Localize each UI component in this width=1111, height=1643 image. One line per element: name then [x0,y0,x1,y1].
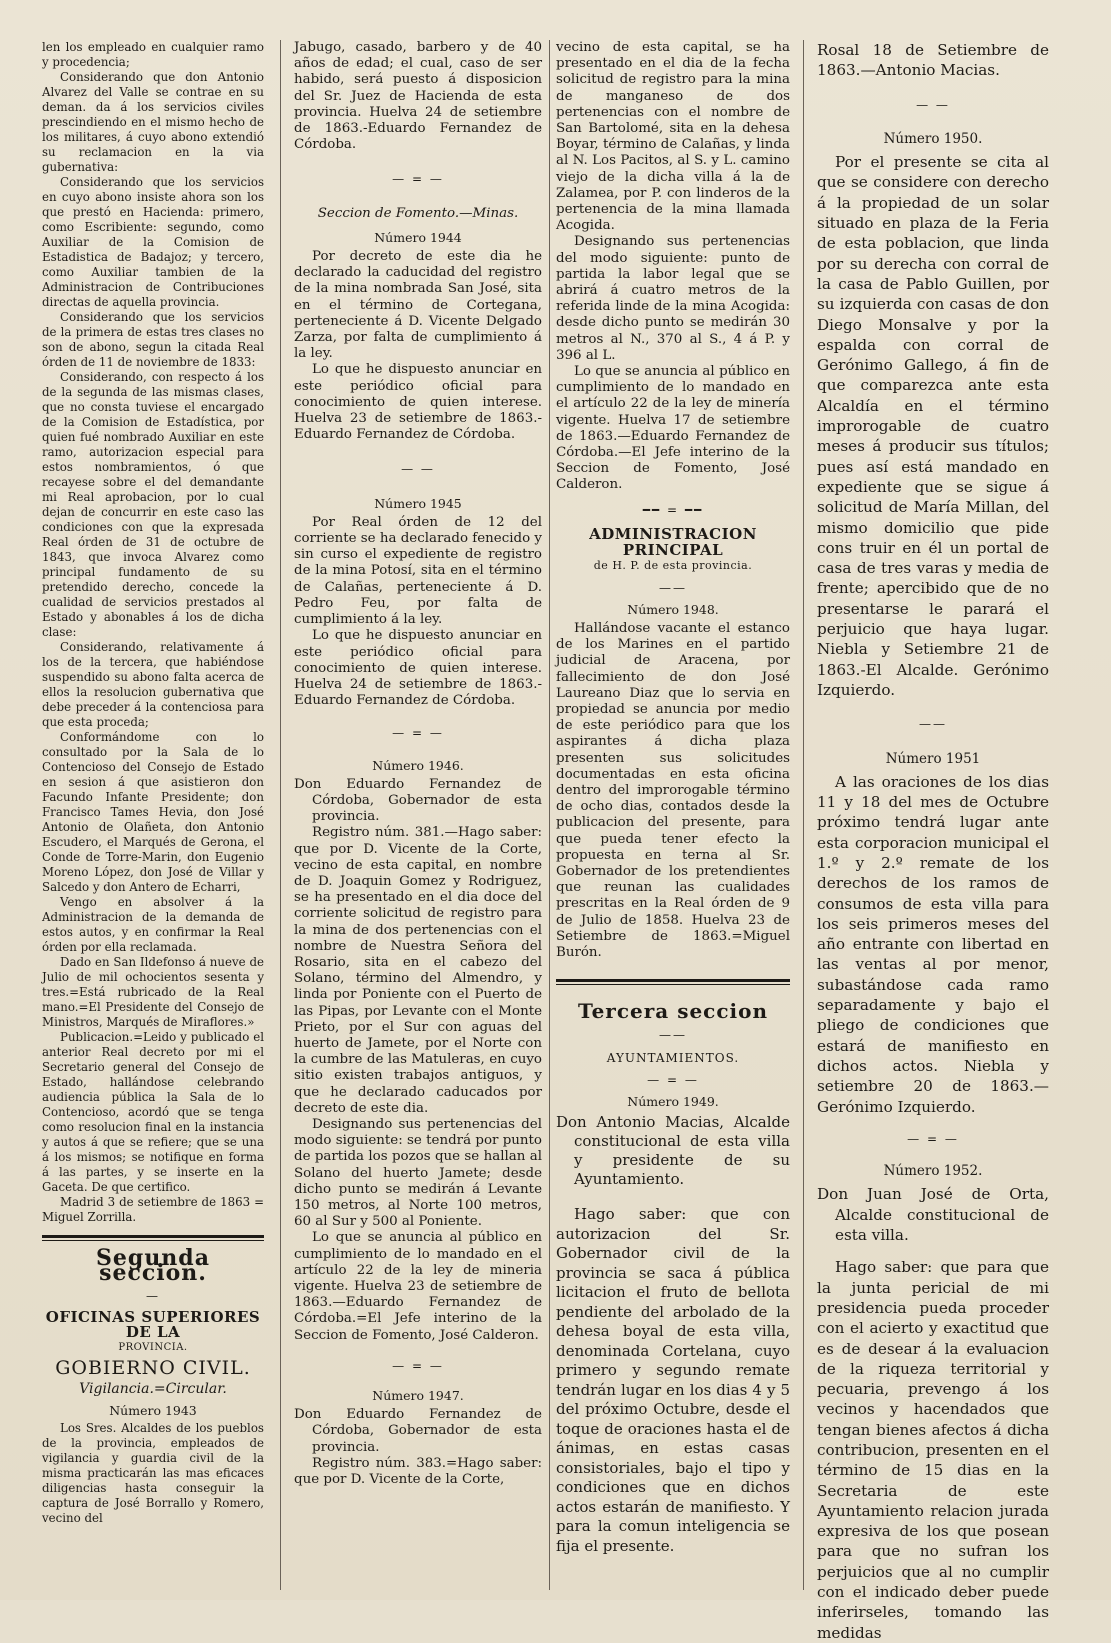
paragraph: Considerando, relativamente á los de la tercera, que habiéndose suspendido su abono falta acerca de ellos la resolucion gubernativa que debe preceder á la contenciosa para que esta proceda; [42,640,264,729]
notice-number: Número 1952. [883,1163,983,1180]
separator: —— [919,717,947,732]
notice-number: Número 1951 [885,750,981,767]
paragraph: len los empleado en cualquier ramo y procedencia; [42,40,264,69]
separator: — — [916,97,950,112]
paragraph: Lo que he dispuesto anunciar en este periódico oficial para conocimiento de quien interese. Huelva 23 de setiembre de 1863.-Eduardo Fernandez de Córdoba. [294,362,542,443]
admin-heading: ADMINISTRACION PRINCIPAL [589,524,757,560]
separator: ━━ = ━━ [642,502,704,517]
notice-number: Número 1950. [883,130,983,147]
paragraph: A las oraciones de los dias 11 y 18 del mes de Octubre próximo tendrá lugar ante esta corporacion municipal el 1.º y 2.º remate de los derechos de los ramos de consumos de esta villa para los seis primeros meses del año entrante con libertad en las ventas al por menor, subastándose cada ramo separadamente y bajo el pliego de condiciones que estará de manifiesto en dichos actos. Niebla y setiembre 20 de 1863.—Gerónimo Izquierdo. [817,772,1049,1116]
separator: — = — [392,172,444,187]
paragraph: Considerando que don Antonio Alvarez del Valle se contrae en su deman. da á los servicios civiles prescindiendo en el mismo hecho de los militares, á cuyo abono extendió su reclamacion en la via gubernativa: [42,70,264,174]
paragraph: Hago saber: que con autorizacion del Sr. Gobernador civil de la provincia se saca á pública licitacion el fruto de bellota pendiente del arbolado de la dehesa boyal de esta villa, denominada Cortelana, cuyo primero y segundo remate tendrán lugar en los dias 4 y 5 del próximo Octubre, desde el toque de oraciones hasta el de ánimas, en estas casas consistoriales, bajo el tipo y condiciones que en dichos actos estarán de manifiesto. Y para la comun inteligencia se fija el presente. [556,1205,790,1555]
signature-line: Rosal 18 de Setiembre de 1863.—Antonio Macias. [817,41,1049,80]
column-rule [803,40,804,1590]
paragraph: Los Sres. Alcaldes de los pueblos de la provincia, empleados de vigilancia y guardia civil de la misma practicarán las mas eficaces diligencias hasta conseguir la captura de José Borrallo y Romero, vecino del [42,1421,264,1525]
column-4 [817,40,1049,1642]
paragraph: Publicacion.=Leido y publicado el anterior Real decreto por mi el Secretario general del Consejo de Estado, hallándose celebrando audiencia pública la Sala de lo Contencioso, acordó que se tenga como resolucion final en la instancia y autos á que se refiere; que se una á los mismos; se notifique en forma á las partes, y se inserte en la Gaceta. De que certifico. [42,1030,264,1194]
paragraph: Registro núm. 381.—Hago saber: que por D. Vicente de la Corte, vecino de esta capital, en nombre de D. Joaquin Gomez y Rodriguez, se ha presentado en el dia doce del corriente solicitud de registro para la mina de dos pertenencias con el nombre de Nuestra Señora del Rosario, sita en el cabezo del Solano, término del Almendro, y linda por Poniente con el Puerto de las Pipas, por Levante con el Monte Prieto, por el Sur con aguas del huerto de Jamete, por el Norte con la cumbre de las Matuleras, en cuyo sitio existen trabajos antiguos, y que he declarado caducados por decreto de este dia. [294,825,542,1116]
notice-number: Número 1945 [374,495,462,511]
paragraph: Don Antonio Macias, Alcalde constitucional de esta villa y presidente de su Ayuntamiento. [556,1113,790,1189]
notice-number: Número 1944 [374,229,462,245]
separator: — = — [392,726,444,741]
section-rule [556,979,790,985]
admin-subheading: de H. P. de esta provincia. [593,559,753,573]
notice-number: Número 1948. [627,601,719,617]
government-heading: GOBIERNO CIVIL. [55,1357,251,1379]
paragraph: Lo que se anuncia al público en cumplimiento de lo mandado en el artículo 22 de la ley de minería vigente. Huelva 17 de setiembre de 1863.—Eduardo Fernandez de Córdoba.—El Jefe interino de la Seccion de Fomento, José Calderon. [556,364,790,493]
paragraph: Por el presente se cita al que se considere con derecho á la propiedad de un solar situado en plaza de la Feria de esta poblacion, que linda por su derecha con corral de la casa de Pablo Guillen, por su izquierda con casas de don Diego Monsalve y por la espalda con corral de Gerónimo Gallego, á fin de que comparezca ante esta Alcaldía en el término improrogable de cuatro meses á producir sus títulos; pues así está mandado en expediente que se sigue á solicitud de María Millan, del mismo domicilio que pide cons truir en él un portal de casa de tres varas y media de frente; apercibido que de no presentarse le parará el perjuicio que haya lugar. Niebla y Setiembre 21 de 1863.-El Alcalde. Gerónimo Izquierdo. [817,153,1049,699]
office-subheading: PROVINCIA. [118,1342,188,1353]
paragraph: Don Eduardo Fernandez de Córdoba, Gobernador de esta provincia. [294,1407,542,1455]
paragraph: Dado en San Ildefonso á nueve de Julio de mil ochocientos sesenta y tres.=Está rubricado de la Real mano.=El Presidente del Consejo de Ministros, Marqués de Miraflores.» [42,955,264,1029]
circular-heading: Vigilancia.=Circular. [79,1381,227,1397]
paragraph: Considerando que los servicios de la primera de estas tres clases no son de abono, segun la citada Real órden de 11 de noviembre de 1833: [42,310,264,369]
column-2 [294,40,542,1590]
separator: —— [659,1028,687,1043]
section-heading: Tercera seccion [577,999,769,1024]
separator: — — [401,462,435,477]
paragraph: Don Juan José de Orta, Alcalde constitucional de esta villa. [817,1185,1049,1245]
paragraph: Considerando, con respecto á los de la segunda de las mismas clases, que no consta tuviese el encargado de la Comision de Estadística, por quien fué nombrado Auxiliar en este ramo, autorizacion especial para estos nombramientos, ó que recayese sobre el del demandante mi Real aprobacion, por lo cual dejan de concurrir en este caso las condiciones con que la expresada Real órden de 31 de octubre de 1843, que invoca Alvarez como principal fundamento de su pretendido derecho, concede la cualidad de servicios prestados al Estado y abonables á los de dicha clase: [42,370,264,639]
paragraph: vecino de esta capital, se ha presentado en el dia de la fecha solicitud de registro para la mina de manganeso de dos pertenencias con el nombre de San Bartolomé, sita en la dehesa Boyar, término de Calañas, y linda al N. Los Pacitos, al S. y L. camino viejo de la dicha villa á la de Zalamea, por P. con linderos de la pertenencia de la mina llamada Acogida. [556,40,790,234]
notice-number: Número 1947. [372,1388,464,1404]
section-rule [42,1235,264,1241]
signature-line: Madrid 3 de setiembre de 1863 = Miguel Zorrilla. [42,1195,264,1224]
paragraph: Lo que he dispuesto anunciar en este periódico oficial para conocimiento de quien interese. Huelva 24 de setiembre de 1863.-Eduardo Fernandez de Córdoba. [294,628,542,709]
paragraph: Considerando que los servicios en cuyo abono insiste ahora son los que prestó en Hacienda: primero, como Escribiente: segundo, como Auxiliar de la Comision de Estadistica de Badajoz; y tercero, como Auxiliar tambien de la Administracion de Contribuciones directas de aquella provincia. [42,175,264,309]
paragraph: Por Real órden de 12 del corriente se ha declarado fenecido y sin curso el expediente de registro de la mina Potosí, sita en el término de Calañas, perteneciente á D. Pedro Feu, por falta de cumplimiento á la ley. [294,514,542,628]
paragraph: Por decreto de este dia he declarado la caducidad del registro de la mina nombrada San José, sita en el término de Cortegana, perteneciente á D. Vicente Delgado Zarza, por falta de cumplimiento á la ley. [294,249,542,362]
column-rule [549,40,550,1590]
column-1 [42,40,264,1590]
paragraph: Designando sus pertenencias del modo siguiente: se tendrá por punto de partida los pozos que se hallan al Solano del huerto Jamete; desde dicho punto se medirán á Levante 150 metros, al Norte 100 metros, 60 al Sur y 500 al Poniente. [294,1116,542,1230]
paragraph: Jabugo, casado, barbero y de 40 años de edad; el cual, caso de ser habido, será puesto á disposicion del Sr. Juez de Hacienda de esta provincia. Huelva 24 de setiembre de 1863.-Eduardo Fernandez de Córdoba. [294,40,542,153]
paragraph: Registro núm. 383.=Hago saber: que por D. Vicente de la Corte, [294,1455,542,1488]
paragraph: Vengo en absolver á la Administracion de la demanda de estos autos, y en confirmar la Real órden por ella reclamada. [42,895,264,954]
paragraph: Designando sus pertenencias del modo siguiente: punto de partida la labor legal que se abrirá á cuatro metros de la referida linde de la mina Acogida: desde dicho punto se medirán 30 metros al N., 370 al S., 4 á P. y 396 al L. [556,234,790,363]
separator: — [146,1289,160,1303]
paragraph: Don Eduardo Fernandez de Córdoba, Gobernador de esta provincia. [294,776,542,825]
separator: —— [659,580,687,595]
separator: — = — [647,1072,699,1087]
section-heading: Seccion de Fomento.—Minas. [317,205,519,221]
separator: — = — [392,1358,444,1373]
column-rule [280,40,281,1590]
section-heading: Segunda seccion. [96,1245,210,1286]
notice-number: Número 1949. [627,1093,719,1109]
notice-number: Número 1946. [372,757,464,773]
paragraph: Lo que se anuncia al público en cumplimiento de lo mandado en el artículo 22 de la ley de mineria vigente. Huelva 23 de setiembre de 1863.—Eduardo Fernandez de Córdoba.=El Jefe interino de la Seccion de Fomento, José Calderon. [294,1230,542,1343]
ayuntamientos-heading: AYUNTAMIENTOS. [606,1050,740,1065]
paragraph: Hago saber: que para que la junta pericial de mi presidencia pueda proceder con el acierto y exactitud que es de desear á la evaluacion de la riqueza territorial y pecuaria, prevengo á los vecinos y hacendados que tengan bienes afectos á dicha contribucion, presenten en el término de 15 dias en la Secretaria de este Ayuntamiento relacion jurada expresiva de los que posean para que no sufran los perjuicios que al no cumplir con el indicado deber puede inferirseles, tomando las medidas [817,1258,1049,1642]
notice-number: Número 1943 [109,1403,197,1418]
separator: — = — [907,1131,959,1146]
column-3 [556,40,790,1590]
office-heading: OFICINAS SUPERIORES DE LA [45,1308,261,1341]
paragraph: Conformándome con lo consultado por la Sala de lo Contencioso del Consejo de Estado en sesion á que asistieron don Facundo Infante Presidente; don Francisco Tames Hevia, don José Antonio de Olañeta, don Antonio Escudero, el Marqués de Gerona, el Conde de Torre-Marin, don Eugenio Moreno López, don José de Villar y Salcedo y don Antero de Echarri, [42,730,264,894]
paragraph: Hallándose vacante el estanco de los Marines en el partido judicial de Aracena, por fallecimiento de don José Laureano Diaz que lo servia en propiedad se anuncia por medio de este periódico para que los aspirantes á dicha plaza presenten sus solicitudes documentadas en esta oficina dentro del improrogable término de ocho dias, contados desde la publicacion del presente, para que pueda tener efecto la propuesta en terna al Sr. Gobernador de los pretendientes que reunan las cualidades prescritas en la Real órden de 9 de Julio de 1858. Huelva 23 de Setiembre de 1863.=Miguel Burón. [556,620,790,960]
